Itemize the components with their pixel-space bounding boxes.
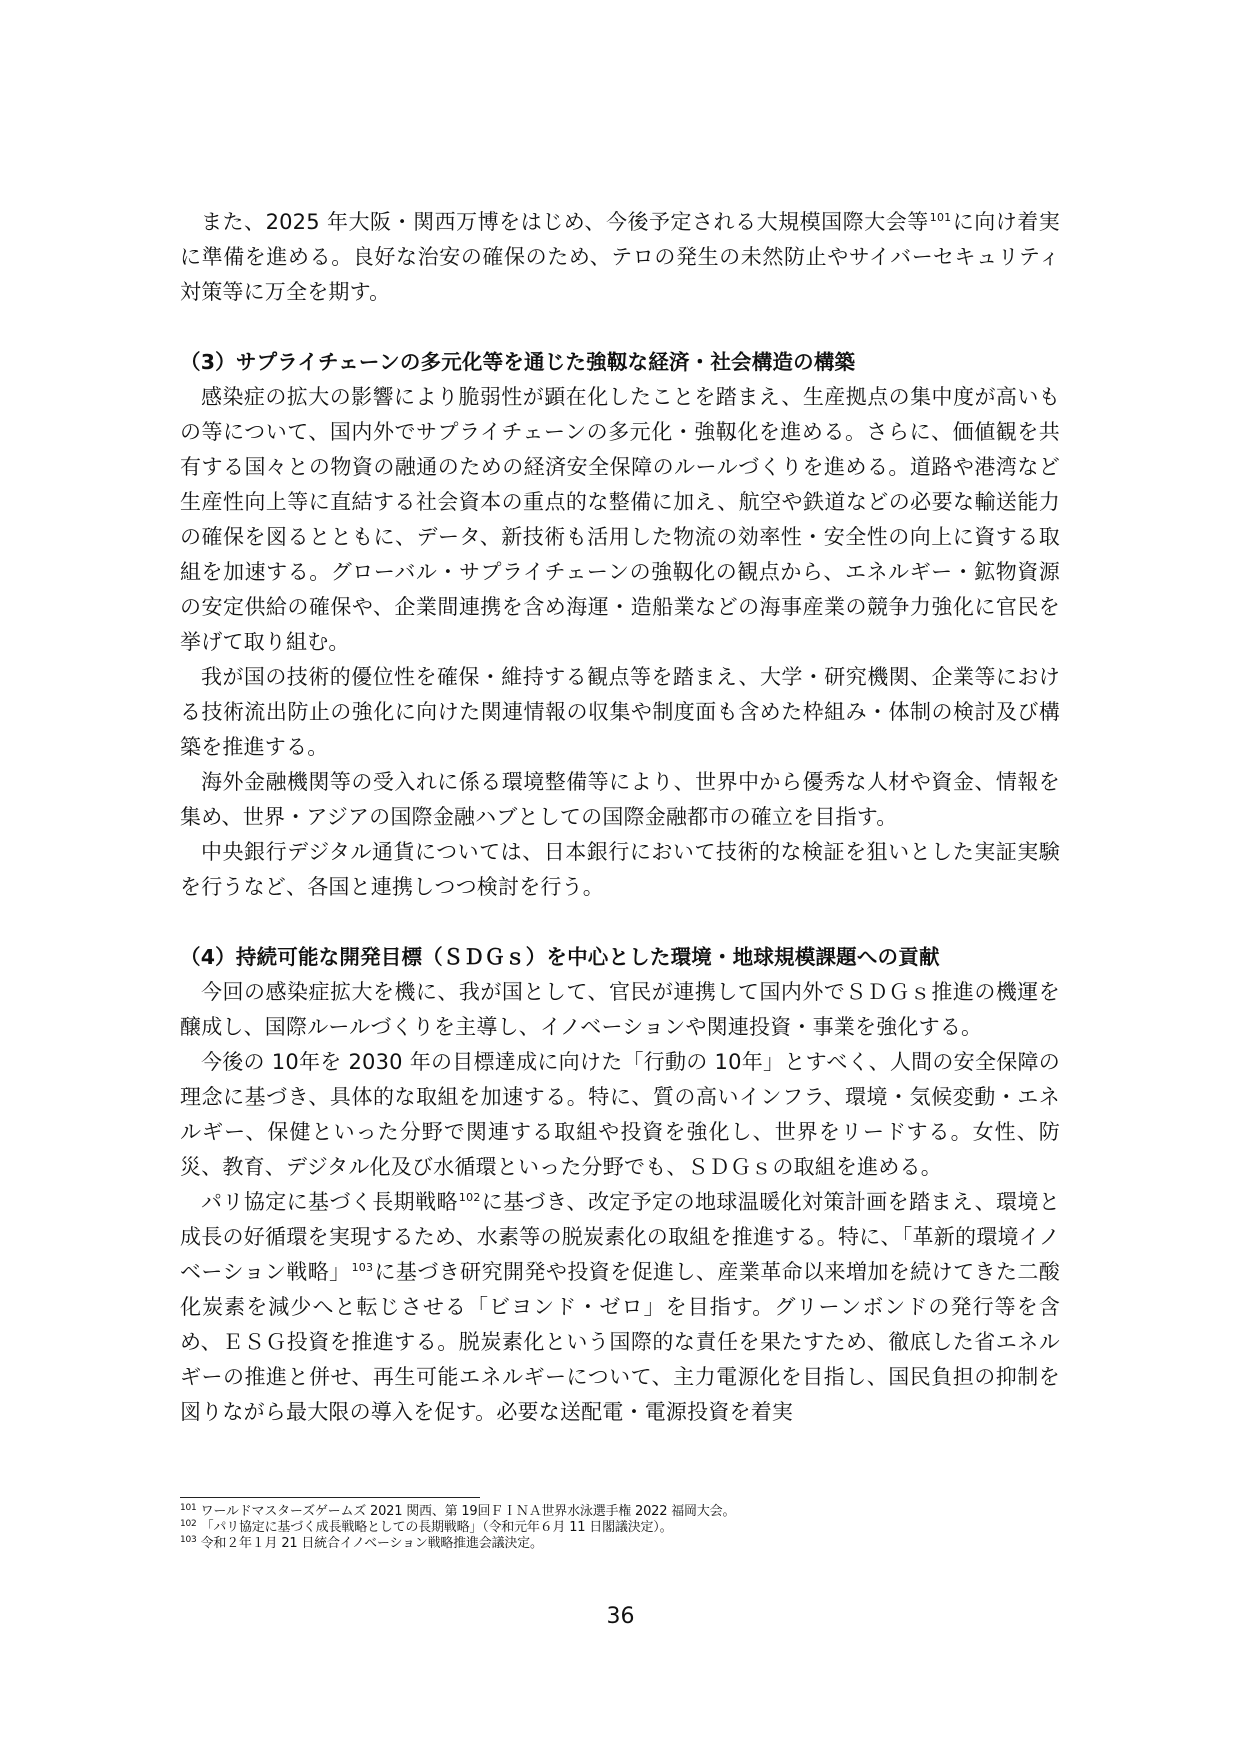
paragraph-s4-2: 今後の 10年を 2030 年の目標達成に向けた「行動の 10年」とすべく、人間の安全保障の理念に基づき、具体的な取組を加速する。特に、質の高いインフラ、環境・気候変動・エネルギー、保健といった分野で関連する取組や投資を強化し、世界をリードする。女性、防災、教育、デジタル化及び水循環といった分野でも、ＳＤＧｓの取組を進める。 xyxy=(180,1050,1060,1179)
footnotes xyxy=(180,1504,1060,1552)
footnote-number: 101 xyxy=(180,1502,197,1513)
footnote-103 xyxy=(180,1536,1060,1552)
footnote-number: 102 xyxy=(180,1518,197,1529)
paragraph-s4-3 xyxy=(180,1185,1060,1430)
paragraph-text: に向け着実に準備を進める。良好な治安の確保のため、テロの発生の未然防止やサイバーセキュリティ対策等に万全を期す。 xyxy=(180,210,1060,304)
footnote-divider xyxy=(180,1497,480,1498)
footnote-number: 103 xyxy=(180,1534,197,1545)
paragraph-s3-1: 感染症の拡大の影響により脆弱性が顕在化したことを踏まえ、生産拠点の集中度が高いもの等について、国内外でサプライチェーンの多元化・強靱化を進める。さらに、価値観を共有する国々との物資の融通のための経済安全保障のルールづくりを進める。道路や港湾など生産性向上等に直結する社会資本の重点的な整備に加え、航空や鉄道などの必要な輸送能力の確保を図るとともに、データ、新技術も活用した物流の効率性・安全性の向上に資する取組を加速する。グローバル・サプライチェーンの強靱化の観点から、エネルギー・鉱物資源の安定供給の確保や、企業間連携を含め海運・造船業などの海事産業の競争力強化に官民を挙げて取り組む。 xyxy=(180,385,1060,654)
paragraph-intro xyxy=(180,205,1060,310)
paragraph-text: パリ協定に基づく長期戦略 xyxy=(201,1190,458,1214)
section-heading-4: （4）持続可能な開発目標（ＳＤＧｓ）を中心とした環境・地球規模課題への貢献 xyxy=(180,945,940,969)
paragraph-s3-3: 海外金融機関等の受入れに係る環境整備等により、世界中から優秀な人材や資金、情報を集め、世界・アジアの国際金融ハブとしての国際金融都市の確立を目指す。 xyxy=(180,770,1060,829)
footnote-text: 「パリ協定に基づく成長戦略としての長期戦略」（令和元年６月 11 日閣議決定）。 xyxy=(200,1520,673,1535)
footnote-text: ワールドマスターズゲームズ 2021 関西、第 19回ＦＩＮＡ世界水泳選手権 2022 福岡大会。 xyxy=(200,1504,736,1519)
paragraph-text: また、2025 年大阪・関西万博をはじめ、今後予定される大規模国際大会等 xyxy=(201,210,929,234)
paragraph-text: に基づき、改定予定の地球温暖化対策計画を踏まえ、環境と成長の好循環を実現するため、水素等の脱炭素化の取組を推進する。特に、「革新的環境イノベーション戦略」 xyxy=(180,1190,1060,1284)
footnote-text: 令和２年１月 21 日統合イノベーション戦略推進会議決定。 xyxy=(200,1536,543,1551)
page-number: 36 xyxy=(606,1604,635,1629)
paragraph-s3-2: 我が国の技術的優位性を確保・維持する観点等を踏まえ、大学・研究機関、企業等における技術流出防止の強化に向けた関連情報の収集や制度面も含めた枠組み・体制の検討及び構築を推進する。 xyxy=(180,665,1060,759)
paragraph-text: に基づき研究開発や投資を促進し、産業革命以来増加を続けてきた二酸化炭素を減少へと転じさせる「ビヨンド・ゼロ」を目指す。グリーンボンドの発行等を含め、ＥＳＧ投資を推進する。脱炭素化という国際的な責任を果たすため、徹底した省エネルギーの推進と併せ、再生可能エネルギーについて、主力電源化を目指し、国民負担の抑制を図りながら最大限の導入を促す。必要な送配電・電源投資を着実 xyxy=(180,1260,1060,1424)
footnote-101 xyxy=(180,1504,1060,1520)
section-heading-3: （3）サプライチェーンの多元化等を通じた強靱な経済・社会構造の構築 xyxy=(180,350,856,374)
footnote-ref-102[interactable]: 102 xyxy=(458,1191,481,1204)
footnote-ref-103[interactable]: 103 xyxy=(351,1261,374,1274)
body-text xyxy=(180,205,1060,1430)
paragraph-s4-1: 今回の感染症拡大を機に、我が国として、官民が連携して国内外でＳＤＧｓ推進の機運を醸成し、国際ルールづくりを主導し、イノベーションや関連投資・事業を強化する。 xyxy=(180,980,1060,1039)
footnote-ref-101[interactable]: 101 xyxy=(929,211,952,224)
paragraph-s3-4: 中央銀行デジタル通貨については、日本銀行において技術的な検証を狙いとした実証実験を行うなど、各国と連携しつつ検討を行う。 xyxy=(180,840,1060,899)
footnote-102 xyxy=(180,1520,1060,1536)
